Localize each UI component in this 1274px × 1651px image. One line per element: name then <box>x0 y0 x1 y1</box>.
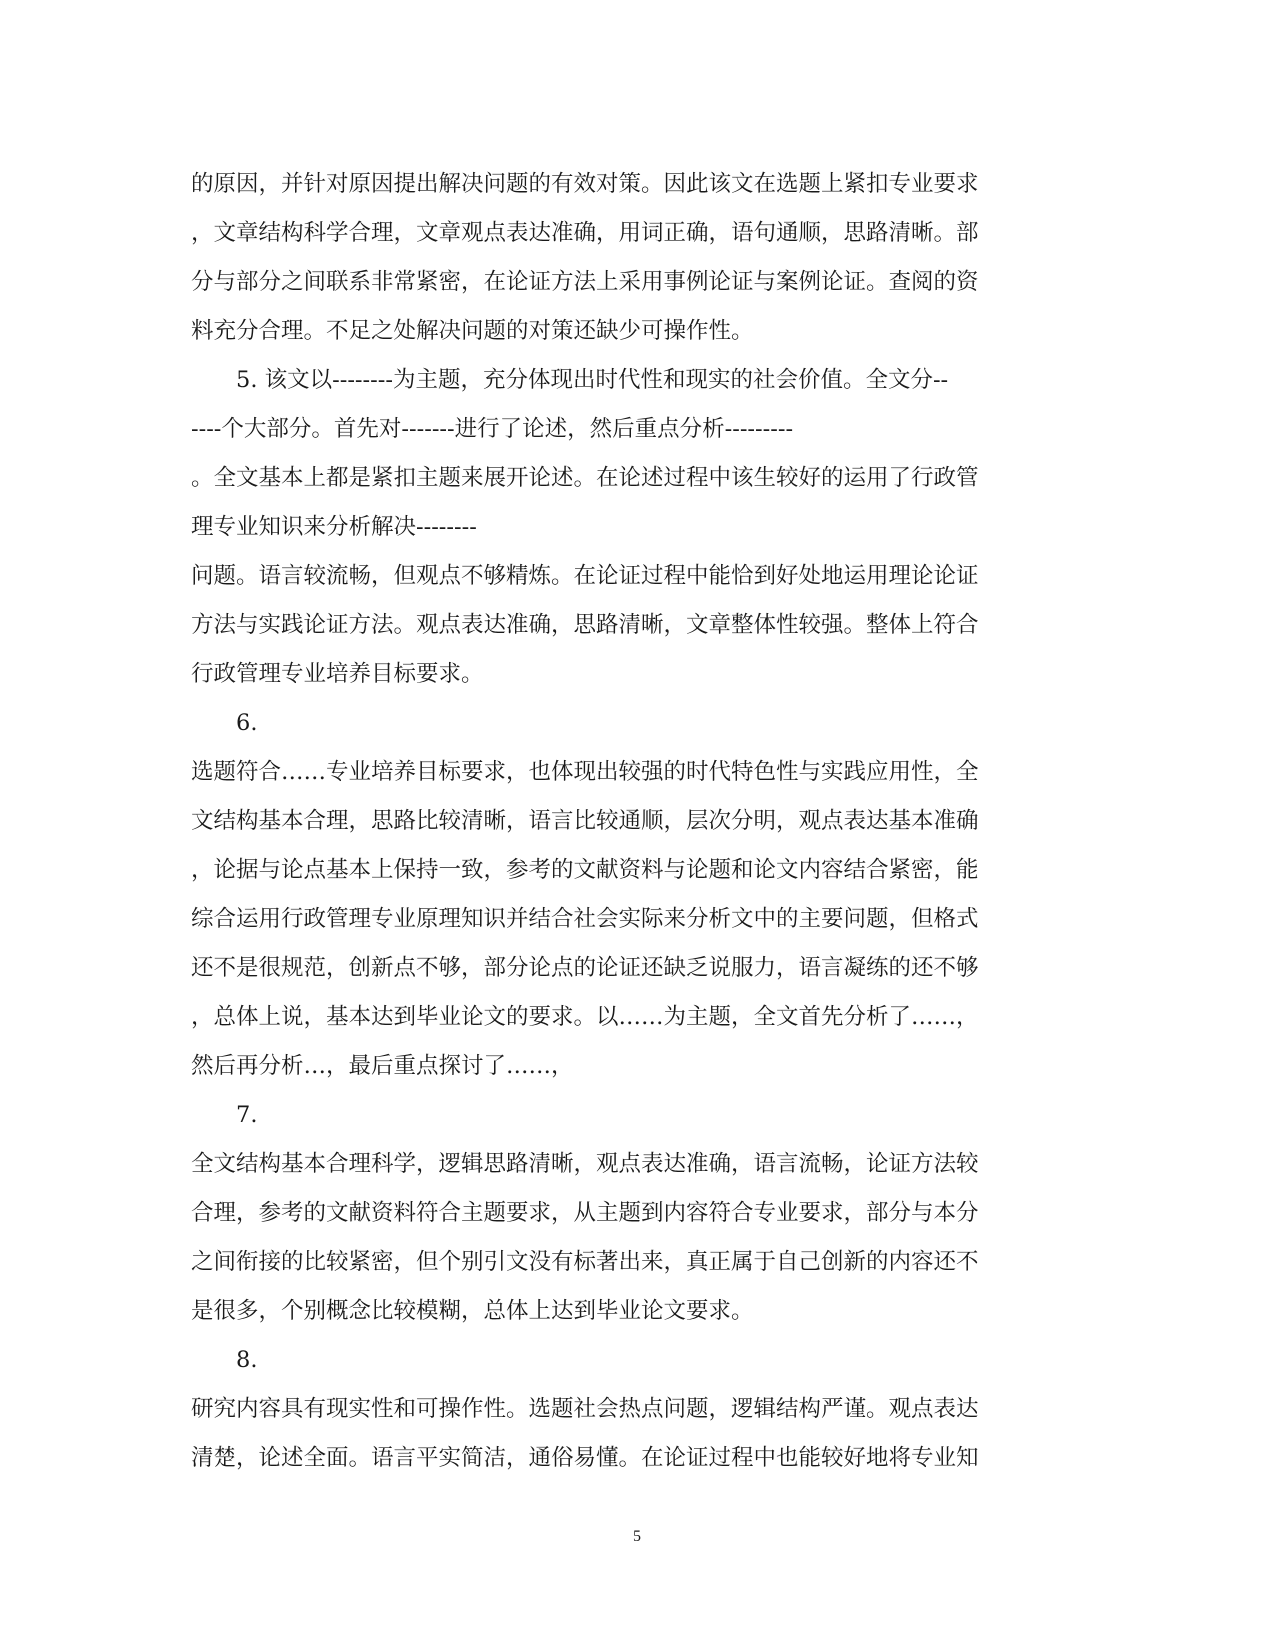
text-line: ----个大部分。首先对-------进行了论述，然后重点分析--------- <box>191 416 794 442</box>
text-line: 。全文基本上都是紧扣主题来展开论述。在论述过程中该生较好的运用了行政管 <box>191 465 979 491</box>
text-line: 7. <box>236 1102 258 1128</box>
text-line: 6. <box>236 710 258 736</box>
text-line: 文结构基本合理，思路比较清晰，语言比较通顺，层次分明，观点表达基本准确 <box>191 808 979 834</box>
text-line: 8. <box>236 1347 258 1373</box>
text-line: 料充分合理。不足之处解决问题的对策还缺少可操作性。 <box>191 318 754 344</box>
text-line: 然后再分析…，最后重点探讨了……， <box>191 1053 574 1079</box>
text-line: 合理，参考的文献资料符合主题要求，从主题到内容符合专业要求，部分与本分 <box>191 1200 979 1226</box>
text-line: 研究内容具有现实性和可操作性。选题社会热点问题，逻辑结构严谨。观点表达 <box>191 1396 979 1422</box>
text-line: 5. 该文以--------为主题，充分体现出时代性和现实的社会价值。全文分-- <box>236 367 949 393</box>
text-line: 行政管理专业培养目标要求。 <box>191 661 484 687</box>
page-number: 5 <box>633 1528 641 1545</box>
text-line: 分与部分之间联系非常紧密，在论证方法上采用事例论证与案例论证。查阅的资 <box>191 269 979 295</box>
text-line: 之间衔接的比较紧密，但个别引文没有标著出来，真正属于自己创新的内容还不 <box>191 1249 979 1275</box>
text-line: 清楚，论述全面。语言平实简洁，通俗易懂。在论证过程中也能较好地将专业知 <box>191 1445 979 1471</box>
text-line: 还不是很规范，创新点不够，部分论点的论证还缺乏说服力，语言凝练的还不够 <box>191 955 979 981</box>
text-line: 问题。语言较流畅，但观点不够精炼。在论证过程中能恰到好处地运用理论论证 <box>191 563 979 589</box>
text-line: 选题符合……专业培养目标要求，也体现出较强的时代特色性与实践应用性，全 <box>191 759 979 785</box>
text-line: ，总体上说，基本达到毕业论文的要求。以……为主题，全文首先分析了……， <box>191 1004 979 1030</box>
text-line: ，论据与论点基本上保持一致，参考的文献资料与论题和论文内容结合紧密，能 <box>191 857 979 883</box>
text-line: 综合运用行政管理专业原理知识并结合社会实际来分析文中的主要问题，但格式 <box>191 906 979 932</box>
text-line: 全文结构基本合理科学，逻辑思路清晰，观点表达准确，语言流畅，论证方法较 <box>191 1151 979 1177</box>
text-line: ，文章结构科学合理，文章观点表达准确，用词正确，语句通顺，思路清晰。部 <box>191 220 979 246</box>
text-line: 方法与实践论证方法。观点表达准确，思路清晰，文章整体性较强。整体上符合 <box>191 612 979 638</box>
text-line: 的原因，并针对原因提出解决问题的有效对策。因此该文在选题上紧扣专业要求 <box>191 171 979 197</box>
text-line: 理专业知识来分析解决-------- <box>191 514 477 540</box>
body-text <box>191 160 1071 1483</box>
text-line: 是很多，个别概念比较模糊，总体上达到毕业论文要求。 <box>191 1298 754 1324</box>
